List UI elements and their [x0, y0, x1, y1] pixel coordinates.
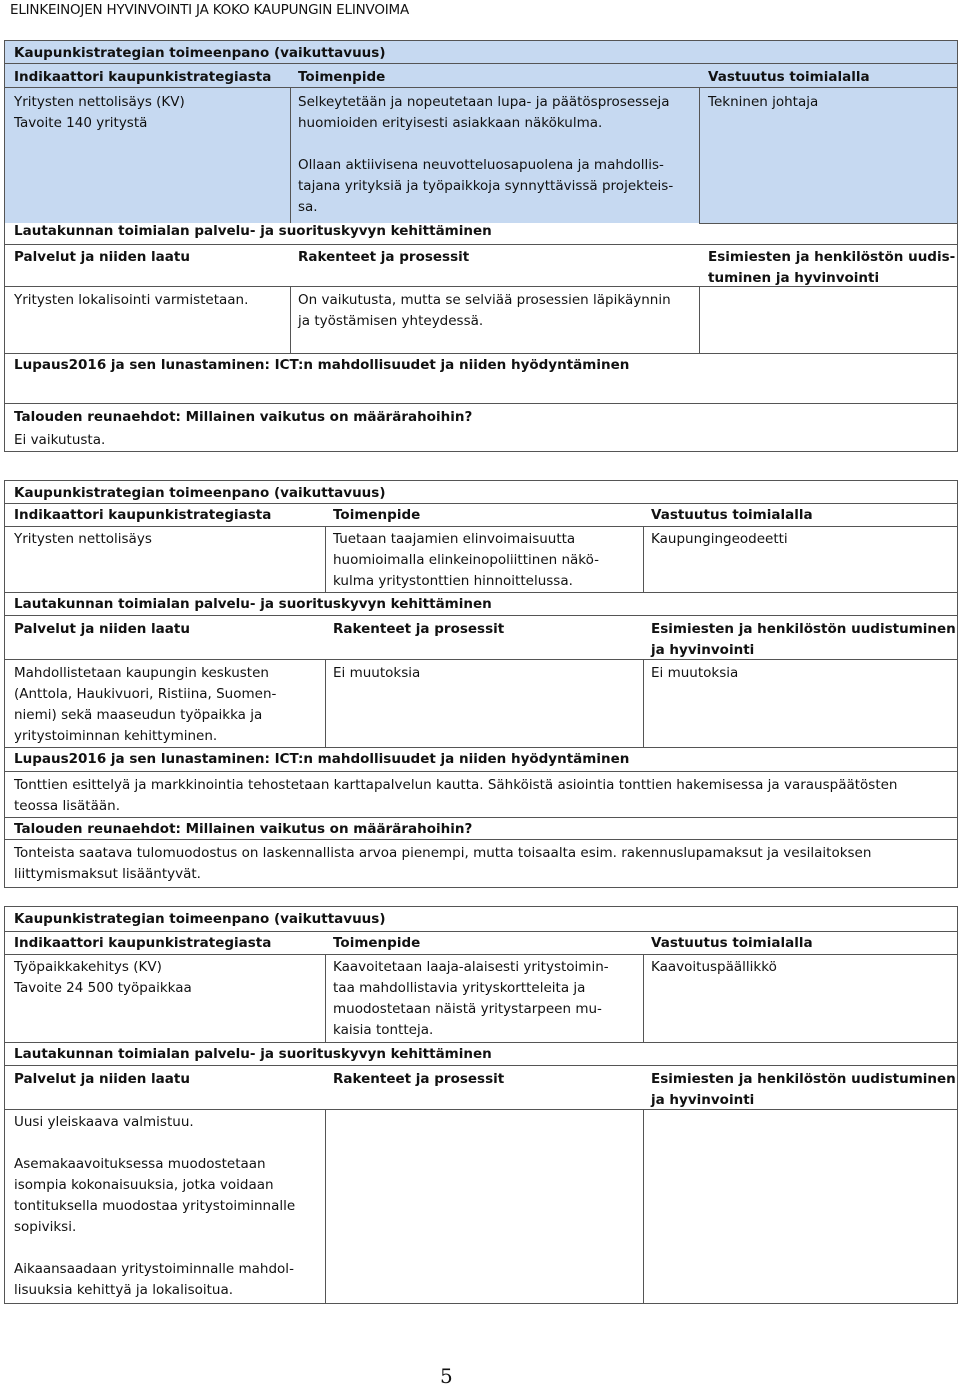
s1-rule [5, 87, 957, 88]
s2-col-rule [325, 526, 326, 592]
s2-col-rule [643, 659, 644, 747]
s2-responsibility: Kaupungingeodeetti [651, 531, 788, 547]
s3-action: Kaavoitetaan laaja-alaisesti yritystoimin- taa mahdollistavia yrityskortteleita ja muodostetaan näistä yritystarpeen mu- kaisia tontteja. [333, 959, 609, 1038]
s2-col-rule [643, 526, 644, 592]
s2-title: Kaupunkistrategian toimeenpano (vaikuttavuus) [14, 485, 386, 501]
s1-rule [5, 286, 957, 287]
s1-rule [5, 63, 957, 64]
s3-rule [5, 1065, 957, 1066]
s1-col-rule [290, 87, 291, 223]
s2-promise-heading: Lupaus2016 ja sen lunastaminen: ICT:n mahdollisuudet ja niiden hyödyntäminen [14, 751, 630, 767]
s1-action-2: Ollaan aktiivisena neuvotteluosapuolena ja mahdollis- tajana yrityksiä ja työpaikkoja synnyttävissä projekteis- sa. [298, 157, 674, 215]
s3-header-indicator: Indikaattori kaupunkistrategiasta [14, 935, 272, 951]
s3-rule [5, 931, 957, 932]
s3-header-staff: Esimiesten ja henkilöstön uudistuminen ja hyvinvointi [651, 1071, 956, 1108]
s1-finance-heading: Talouden reunaehdot: Millainen vaikutus on määrärahoihin? [14, 409, 473, 425]
s2-rule [5, 771, 957, 772]
page-number: 5 [440, 1364, 453, 1388]
s1-responsibility: Tekninen johtaja [708, 94, 819, 110]
s3-header-action: Toimenpide [333, 935, 421, 951]
s1-board-heading: Lautakunnan toimialan palvelu- ja suorituskyvyn kehittäminen [14, 223, 492, 239]
s3-rule [5, 1109, 957, 1110]
s2-rule [5, 817, 957, 818]
s1-header-staff: Esimiesten ja henkilöstön uudis- tuminen ja hyvinvointi [708, 249, 956, 286]
s1-col-rule [290, 286, 291, 353]
s3-rule [5, 954, 957, 955]
s3-title: Kaupunkistrategian toimeenpano (vaikuttavuus) [14, 911, 386, 927]
s3-services: Uusi yleiskaava valmistuu. Asemakaavoituksessa muodostetaan isompia kokonaisuuksia, jotka voidaan tontituksella muodostaa yritystoiminnalle sopiviksi. Aikaansaadaan yritystoiminnalle mahdol- lisuuksia kehittyä ja lokalisoitua. [14, 1114, 296, 1298]
page-heading: ELINKEINOJEN HYVINVOINTI JA KOKO KAUPUNGIN ELINVOIMA [10, 2, 410, 18]
s3-rule [5, 1042, 957, 1043]
s2-promise-text: Tonttien esittelyä ja markkinointia tehostetaan karttapalvelun kautta. Sähköistä asiointia tonttien hakemisessa ja varauspäätösten teossa lisätään. [14, 777, 898, 814]
s2-action: Tuetaan taajamien elinvoimaisuutta huomioimalla elinkeinopoliittinen näkö- kulma yritystonttien hinnoittelussa. [333, 531, 600, 589]
s1-title: Kaupunkistrategian toimeenpano (vaikuttavuus) [14, 45, 386, 61]
s2-rule [5, 747, 957, 748]
s3-indicator: Työpaikkakehitys (KV) Tavoite 24 500 työpaikkaa [14, 959, 192, 996]
s2-rule [5, 503, 957, 504]
s1-finance-text: Ei vaikutusta. [14, 432, 106, 448]
s3-board-heading: Lautakunnan toimialan palvelu- ja suorituskyvyn kehittäminen [14, 1046, 492, 1062]
s1-header-indicator: Indikaattori kaupunkistrategiasta [14, 69, 272, 85]
s3-header-services: Palvelut ja niiden laatu [14, 1071, 190, 1087]
s1-header-services: Palvelut ja niiden laatu [14, 249, 190, 265]
s2-services: Mahdollistetaan kaupungin keskusten (Anttola, Haukivuori, Ristiina, Suomen- niemi) sekä maaseudun työpaikka ja yritystoiminnan kehittyminen. [14, 665, 277, 744]
s2-header-services: Palvelut ja niiden laatu [14, 621, 190, 637]
s2-rule [5, 839, 957, 840]
s2-header-structures: Rakenteet ja prosessit [333, 621, 505, 637]
s2-header-staff: Esimiesten ja henkilöstön uudistuminen ja hyvinvointi [651, 621, 956, 658]
s2-board-heading: Lautakunnan toimialan palvelu- ja suorituskyvyn kehittäminen [14, 596, 492, 612]
s2-col-rule [325, 659, 326, 747]
s3-col-rule [325, 1109, 326, 1303]
s3-col-rule [325, 954, 326, 1042]
s1-header-action: Toimenpide [298, 69, 386, 85]
s1-promise-heading: Lupaus2016 ja sen lunastaminen: ICT:n mahdollisuudet ja niiden hyödyntäminen [14, 357, 630, 373]
s3-header-structures: Rakenteet ja prosessit [333, 1071, 505, 1087]
s1-header-responsibility: Vastuutus toimialalla [708, 69, 870, 85]
s2-rule [5, 526, 957, 527]
s2-rule [5, 659, 957, 660]
s2-finance-text: Tonteista saatava tulomuodostus on laskennallista arvoa pienempi, mutta toisaalta esim. rakennuslupamaksut ja vesilaitoksen liittymismaksut lisääntyvät. [14, 845, 872, 882]
s1-action-1: Selkeytetään ja nopeutetaan lupa- ja päätösprosesseja huomioiden erityisesti asiakkaan näkökulma. [298, 94, 670, 131]
s1-structures: On vaikutusta, mutta se selviää prosessien läpikäynnin ja työstämisen yhteydessä. [298, 292, 671, 329]
s1-rule [5, 353, 957, 354]
s1-col-rule [699, 286, 700, 353]
s2-header-indicator: Indikaattori kaupunkistrategiasta [14, 507, 272, 523]
s1-rule [699, 223, 957, 224]
s2-header-action: Toimenpide [333, 507, 421, 523]
s2-rule [5, 615, 957, 616]
s2-rule [5, 592, 957, 593]
s1-indicator: Yritysten nettolisäys (KV) Tavoite 140 yritystä [14, 94, 185, 131]
s2-structures: Ei muutoksia [333, 665, 421, 681]
s3-col-rule [643, 1109, 644, 1303]
s1-rule [5, 403, 957, 404]
s2-header-responsibility: Vastuutus toimialalla [651, 507, 813, 523]
s1-rule [5, 244, 957, 245]
s3-col-rule [643, 954, 644, 1042]
s1-services: Yritysten lokalisointi varmistetaan. [14, 292, 249, 308]
section-1-table [4, 40, 958, 452]
section-2-table [4, 480, 958, 888]
s3-responsibility: Kaavoituspäällikkö [651, 959, 777, 975]
s2-indicator: Yritysten nettolisäys [14, 531, 152, 547]
s2-finance-heading: Talouden reunaehdot: Millainen vaikutus on määrärahoihin? [14, 821, 473, 837]
s2-staff: Ei muutoksia [651, 665, 739, 681]
s1-header-structures: Rakenteet ja prosessit [298, 249, 470, 265]
s3-header-responsibility: Vastuutus toimialalla [651, 935, 813, 951]
section-3-table [4, 906, 958, 1304]
s1-col-rule [699, 87, 700, 223]
